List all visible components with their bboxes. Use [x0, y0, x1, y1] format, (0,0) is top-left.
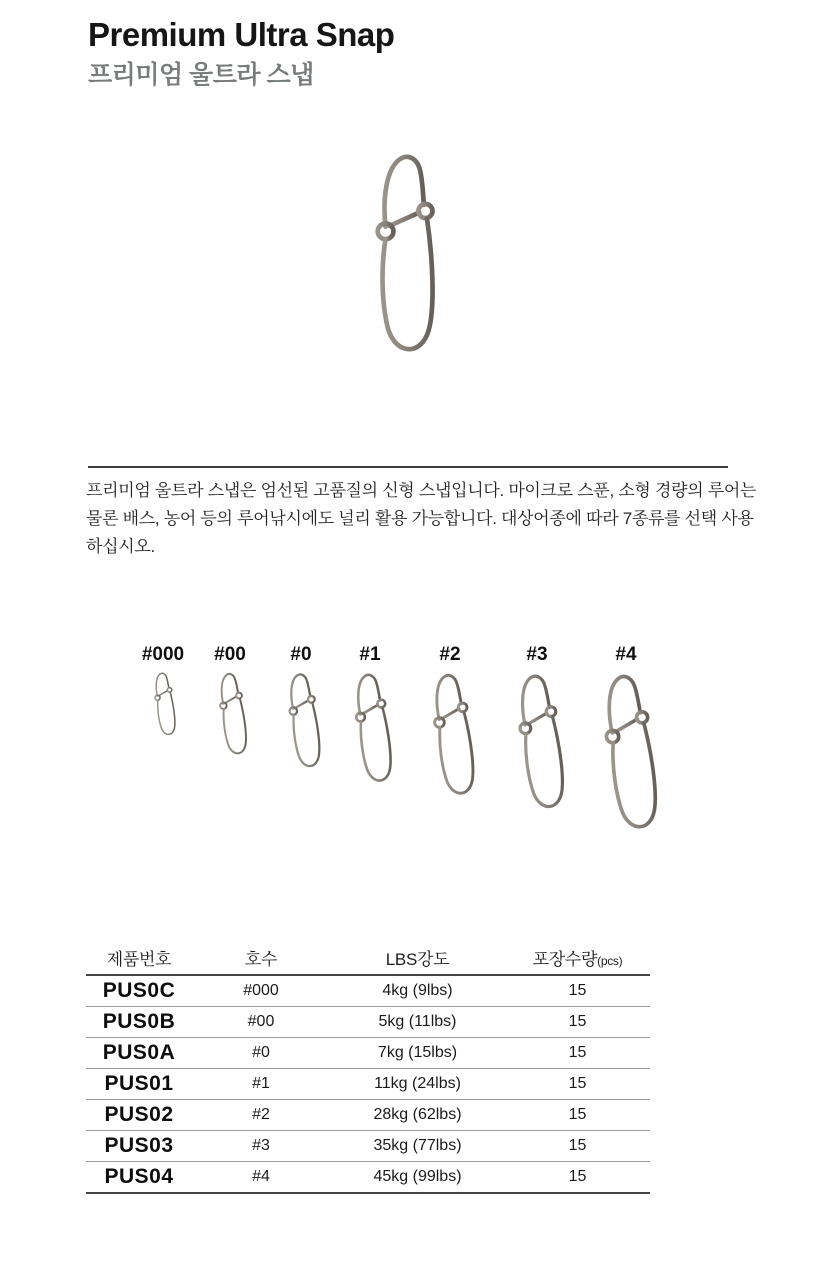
cell-strength: 28kg (62lbs): [330, 1100, 505, 1131]
product-description: [86, 477, 786, 561]
size-figure-3: [492, 644, 582, 826]
spec-table-header-row: [86, 941, 650, 975]
page-subtitle-korean: 프리미엄 울트라 스냅: [88, 61, 314, 89]
header-package-qty-unit: (pcs): [597, 954, 623, 968]
cell-product-number: PUS0B: [86, 1007, 192, 1038]
size-label: #3: [526, 644, 548, 665]
page-title: Premium Ultra Snap: [88, 16, 395, 53]
cell-strength: 11kg (24lbs): [330, 1069, 505, 1100]
snap-icon-size-3: [504, 668, 583, 824]
cell-strength: 45kg (99lbs): [330, 1162, 505, 1194]
snap-icon-size-1: [343, 668, 407, 794]
header-product-number: 제품번호: [86, 941, 192, 975]
snap-icon-size-000: [147, 669, 184, 742]
cell-qty: 15: [505, 1131, 650, 1162]
cell-size: #0: [192, 1038, 330, 1069]
cell-size: #000: [192, 975, 330, 1007]
cell-product-number: PUS04: [86, 1162, 192, 1194]
snap-icon-size-00: [210, 669, 258, 764]
table-row: [86, 975, 650, 1007]
product-photo-snap: [362, 150, 456, 369]
size-label: #000: [141, 644, 185, 665]
cell-qty: 15: [505, 1038, 650, 1069]
table-row: [86, 1162, 650, 1194]
cell-size: #00: [192, 1007, 330, 1038]
table-row: [86, 1100, 650, 1131]
cell-product-number: PUS0A: [86, 1038, 192, 1069]
table-row: [86, 1069, 650, 1100]
spec-table: [86, 941, 650, 1194]
cell-strength: 4kg (9lbs): [330, 975, 505, 1007]
cell-size: #2: [192, 1100, 330, 1131]
size-label: #2: [439, 644, 461, 665]
header-lbs-strength: LBS강도: [330, 941, 505, 975]
size-figure-2: [405, 644, 495, 811]
snap-icon-size-2: [420, 668, 492, 808]
size-figure-4: [581, 644, 671, 848]
cell-product-number: PUS03: [86, 1131, 192, 1162]
size-label: #4: [615, 644, 637, 665]
table-row: [86, 1131, 650, 1162]
description-line: 물론 배스, 농어 등의 루어낚시에도 널리 활용 가능합니다. 대상어종에 따라 7종류를 선택 사용: [86, 509, 754, 528]
cell-strength: 5kg (11lbs): [330, 1007, 505, 1038]
cell-qty: 15: [505, 1100, 650, 1131]
cell-product-number: PUS02: [86, 1100, 192, 1131]
table-row: [86, 1038, 650, 1069]
cell-qty: 15: [505, 1007, 650, 1038]
cell-product-number: PUS0C: [86, 975, 192, 1007]
size-label: #0: [290, 644, 312, 665]
table-row: [86, 1007, 650, 1038]
section-divider: [88, 466, 728, 468]
header-size: 호수: [192, 941, 330, 975]
cell-strength: 7kg (15lbs): [330, 1038, 505, 1069]
size-label: #00: [214, 644, 246, 665]
description-line: 프리미엄 울트라 스냅은 엄선된 고품질의 신형 스냅입니다. 마이크로 스푼, 소형 경량의 루어는: [86, 481, 757, 500]
header-package-qty-label: 포장수량: [532, 950, 598, 969]
cell-size: #1: [192, 1069, 330, 1100]
cell-qty: 15: [505, 1162, 650, 1194]
size-label: #1: [359, 644, 381, 665]
cell-size: #3: [192, 1131, 330, 1162]
size-figure-1: [325, 644, 415, 797]
description-line: 하십시오.: [86, 537, 155, 556]
cell-qty: 15: [505, 975, 650, 1007]
snap-icon-size-4: [587, 667, 679, 846]
cell-qty: 15: [505, 1069, 650, 1100]
cell-size: #4: [192, 1162, 330, 1194]
cell-strength: 35kg (77lbs): [330, 1131, 505, 1162]
cell-product-number: PUS01: [86, 1069, 192, 1100]
header-package-qty: [505, 941, 650, 975]
